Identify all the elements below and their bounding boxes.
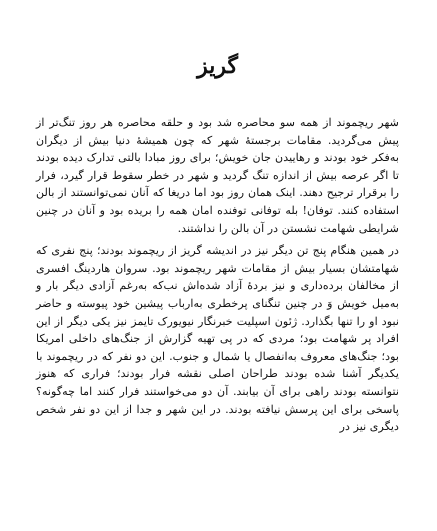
chapter-body <box>36 114 399 436</box>
chapter-title: گریز <box>197 53 238 79</box>
paragraph-1 <box>36 114 399 237</box>
paragraph-text: در همین هنگام پنج تن دیگر نیز در اندیشه گریز از ریچموند بودند؛ پنج نفری که شهامتشان بسیار بیش از مقامات شهر ریچموند بود. سروان هاردینگ افسری از مخالفان برده‌داری و نیز بردهٔ آزاد شده‌اش نب‌که به‌رغم آزادی دیگر بار و به‌میل خویش وَ در چنین تنگنای پرخطری به‌ارباب پیشین خود پیوسته و حاضر نبود او را تنها بگذارد. ژئون اسپلیت خبرنگار نیویورک تایمز نیز یکی دیگر از این افراد پر شهامت بود؛ مردی که در پی تهیه گزارش از جنگ‌های داخلی امریکا بود؛ جنگ‌های معروف به‌انفصال یا شمال و جنوب. این دو نفر که در ریچموند با یکدیگر آشنا شده بودند طراحان اصلی نقشه فرار بودند؛ فراری که هنوز نتوانسته بودند راهی برای آن بیابند. آن دو می‌خواستند فرار کنند اما چه‌گونه؟ پاسخی برای این پرسش نیافته بودند. در این شهر و جدا از این دو نفر شخص دیگری نیز در <box>36 244 399 434</box>
paragraph-2 <box>36 242 399 436</box>
paragraph-text: شهر ریچموند از همه سو محاصره شد بود و حلقه محاصره هر روز تنگ‌تر از پیش می‌گردید. مقامات برجستهٔ شهر که چون همیشهٔ دنیا بیش از دیگران به‌فکر خود بودند و رهاییدن جان خویش؛ برای روز مبادا بالتی تدارک دیده بودند تا اگر عرصه بیش از اندازه تنگ گردید و شهر در خطر سقوط قرار گیرد، فرار را برقرار ترجیح دهند. اینک همان روز بود اما دریغا که آنان نمی‌توانستند از بالن استفاده کنند. توفان! بله توفانی توفنده امان همه را بریده بود و آنان در چنین شرایطی شهامت نشستن در آن بالن را نداشتند. <box>36 116 399 235</box>
